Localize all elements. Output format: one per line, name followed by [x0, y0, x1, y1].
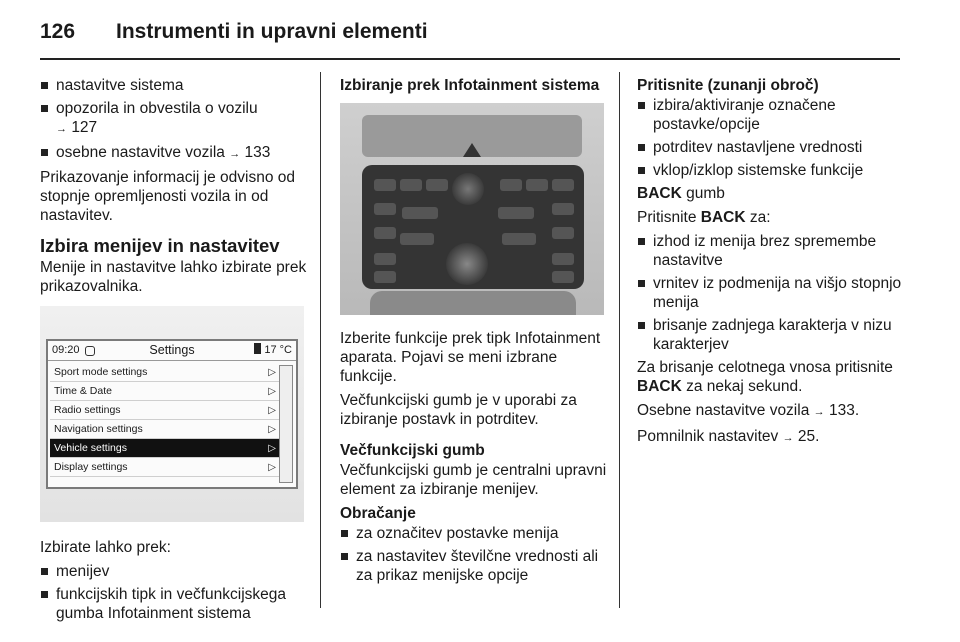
list-item: nastavitve sistema — [40, 76, 308, 95]
back-label: BACK — [700, 209, 746, 226]
page-number: 126 — [40, 20, 76, 43]
page-ref[interactable]: 133 — [244, 144, 271, 161]
paragraph: Večfunkcijski gumb je centralni upravni element za izbiranje menijev. — [340, 462, 607, 498]
menu-scrollbar[interactable] — [279, 365, 293, 483]
function-button — [552, 227, 574, 239]
function-button — [402, 207, 438, 219]
subsection-heading: Večfunkcijski gumb — [340, 442, 485, 459]
chevron-right-icon: ▷ — [268, 366, 276, 378]
hazard-warning-icon — [463, 143, 481, 157]
list-item: menijev — [40, 562, 308, 581]
page-ref-arrow-icon: → — [229, 148, 241, 160]
menu-item-radio[interactable]: Radio settings ▷ — [50, 401, 280, 420]
menu-item-display[interactable]: Display settings ▷ — [50, 458, 280, 477]
paragraph: Osebne nastavitve vozila → 133. — [637, 402, 860, 419]
function-button — [374, 227, 396, 239]
list-item: za nastavitev številčne vrednosti ali za prikaz menijske opcije — [340, 547, 608, 585]
settings-screen-photo — [40, 306, 304, 522]
screen-status-bar — [48, 341, 296, 361]
settings-menu — [50, 363, 280, 477]
page-ref[interactable]: 127 — [71, 119, 98, 136]
chevron-right-icon: ▷ — [268, 404, 276, 416]
list-item: brisanje zadnjega karakterja v nizu karakterjev — [637, 316, 909, 354]
function-button — [374, 203, 396, 215]
page-title: Instrumenti in upravni elementi — [116, 20, 428, 43]
screen-time: 09:20 — [52, 344, 80, 356]
list-item: osebne nastavitve vozila → 133 — [40, 143, 308, 164]
page-ref[interactable]: 133. — [828, 402, 860, 419]
column-divider-1 — [320, 72, 321, 608]
preset-button — [400, 179, 422, 191]
paragraph: BACK gumb — [637, 185, 725, 202]
menu-item-time-date[interactable]: Time & Date ▷ — [50, 382, 280, 401]
paragraph: Pritisnite BACK za: — [637, 209, 771, 226]
paragraph: Večfunkcijski gumb je v uporabi za izbiranje postavk in potrditev. — [340, 392, 577, 428]
paragraph: Za brisanje celotnega vnosa pritisnite BACK za nekaj sekund. — [637, 359, 893, 395]
page-ref-arrow-icon: → — [782, 432, 794, 444]
function-button — [374, 253, 396, 265]
chevron-right-icon: ▷ — [268, 461, 276, 473]
section-heading: Izbiranje prek Infotainment sistema — [340, 77, 600, 94]
lower-console — [370, 291, 576, 315]
preset-button — [552, 179, 574, 191]
page-ref[interactable]: 25. — [797, 428, 820, 445]
preset-button — [374, 179, 396, 191]
settings-screen — [46, 339, 298, 489]
infotainment-panel-photo — [340, 103, 604, 315]
multifunction-knob — [446, 243, 488, 285]
function-button — [552, 253, 574, 265]
page-header — [40, 20, 428, 48]
paragraph: Izberite funkcije prek tipk Infotainment aparata. Pojavi se meni izbrane funkcije. — [340, 330, 601, 385]
back-label: BACK — [637, 378, 682, 395]
list-item: opozorila in obvestila o vozilu → 127 — [40, 99, 308, 139]
paragraph: Prikazovanje informacij je odvisno od stopnje opremljenosti vozila in od nastavitev. — [40, 169, 296, 224]
menu-item-vehicle[interactable]: Vehicle settings ▷ — [50, 439, 280, 458]
chevron-right-icon: ▷ — [268, 385, 276, 397]
volume-knob — [452, 173, 484, 205]
menu-item-sport-mode[interactable]: Sport mode settings ▷ — [50, 363, 280, 382]
list-item: funkcijskih tipk in večfunkcijskega gumba Infotainment sistema — [40, 585, 308, 623]
column-2 — [340, 76, 608, 589]
page-ref-arrow-icon: → — [813, 406, 825, 418]
list-item: vklop/izklop sistemske funkcije — [637, 161, 909, 180]
chevron-right-icon: ▷ — [268, 442, 276, 454]
section-heading: Izbira menijev in nastavitev — [40, 235, 280, 256]
list-item: vrnitev iz podmenija na višjo stopnjo menija — [637, 274, 909, 312]
paragraph: Menije in nastavitve lahko izbirate prek prikazovalnika. — [40, 259, 307, 295]
function-button — [374, 271, 396, 283]
list-item: potrditev nastavljene vrednosti — [637, 138, 909, 157]
paragraph: Izbirate lahko prek: — [40, 539, 171, 556]
function-button — [502, 233, 536, 245]
screen-temperature: 17 °C — [254, 341, 292, 360]
column-3 — [637, 76, 909, 453]
back-label: BACK — [637, 185, 682, 202]
subsection-heading: Pritisnite (zunanji obroč) — [637, 77, 819, 94]
function-button — [552, 271, 574, 283]
screen-title: Settings — [149, 343, 195, 357]
list-item: za označitev postavke menija — [340, 524, 608, 543]
column-divider-2 — [619, 72, 620, 608]
preset-button — [500, 179, 522, 191]
paragraph: Pomnilnik nastavitev → 25. — [637, 428, 820, 445]
subsection-heading: Obračanje — [340, 505, 416, 522]
list-item: izbira/aktiviranje označene postavke/opcije — [637, 96, 909, 134]
page-ref-arrow-icon: → — [56, 123, 67, 135]
function-button — [400, 233, 434, 245]
function-button — [552, 203, 574, 215]
preset-button — [426, 179, 448, 191]
header-rule — [40, 58, 900, 60]
function-button — [498, 207, 534, 219]
preset-button — [526, 179, 548, 191]
column-1 — [40, 76, 308, 627]
list-item: izhod iz menija brez spremembe nastavitve — [637, 232, 909, 270]
chevron-right-icon: ▷ — [268, 423, 276, 435]
menu-item-navigation[interactable]: Navigation settings ▷ — [50, 420, 280, 439]
